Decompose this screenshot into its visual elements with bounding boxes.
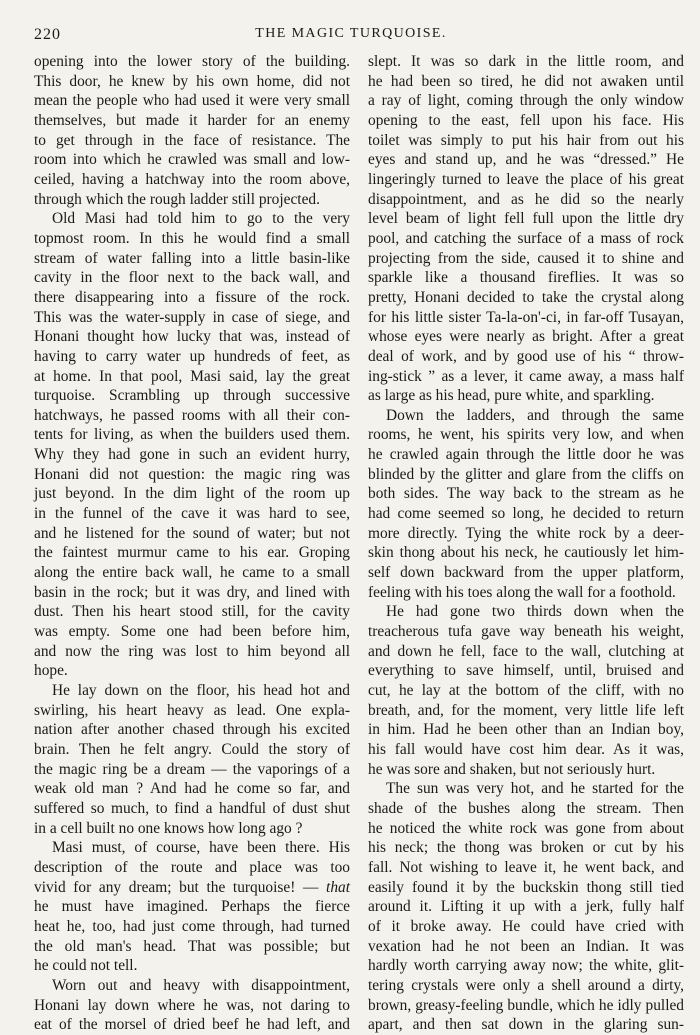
text-line-content: Honani lay down where he was, not daring to (34, 996, 350, 1014)
text-line-content: cut, he lay at the bottom of the cliff, with no (368, 682, 684, 699)
text-line-content: suffered so much, to find a handful of dust shut (34, 799, 350, 817)
text-line (368, 425, 684, 445)
text-line-content: and down he fell, face to the wall, clutching at (368, 642, 684, 660)
text-line-content: turquoise. Scrambling up through successive (34, 387, 350, 405)
text-line (368, 858, 684, 878)
text-line-content: deal of work, and by good use of his “ throw- (368, 347, 684, 365)
text-line (368, 897, 684, 917)
text-line (368, 131, 684, 151)
text-line (368, 937, 684, 957)
text-line (368, 779, 684, 799)
text-line-content: as large as his head, pure white, and sparkling. (368, 387, 655, 405)
text-line (34, 131, 350, 151)
text-line (34, 209, 350, 229)
text-line (34, 563, 350, 583)
text-line (34, 229, 350, 249)
text-line-content: more directly. Tying the white rock by a deer- (368, 524, 684, 542)
text-line (368, 602, 684, 622)
text-line (368, 268, 684, 288)
text-line-content: cavity in the floor next to the back wall, and (34, 269, 350, 287)
text-line-content: and now the ring was lost to him beyond all (34, 642, 350, 660)
text-line-content: toilet was simply to put his hair from out his (368, 131, 684, 149)
text-line (34, 72, 350, 92)
text-line-content: disappointment, and as he did so the nearly (368, 190, 684, 208)
text-line (34, 799, 350, 819)
text-line (34, 504, 350, 524)
text-line-content: stream of water falling into a little basin-like (34, 249, 350, 267)
text-line (368, 91, 684, 111)
text-line (34, 858, 350, 878)
text-line (34, 347, 350, 367)
text-line (34, 308, 350, 328)
text-line-content: lingeringly turned to leave the place of his great (368, 170, 684, 188)
text-line-content: blinded by the glitter and glare from the cliffs on (368, 465, 684, 483)
running-title: THE MAGIC TURQUOISE. (255, 26, 447, 41)
text-line-content: vexation had he not been an Indian. It was (368, 937, 684, 955)
text-line-content: hope. (34, 662, 68, 680)
text-line (368, 878, 684, 898)
text-line (368, 543, 684, 563)
text-line (368, 701, 684, 721)
text-line (34, 602, 350, 622)
text-line-content: brown, greasy-feeling bundle, which he idly pulled (368, 996, 684, 1014)
text-line-content: shade of the bushes along the stream. Then (368, 799, 684, 817)
text-line (34, 386, 350, 406)
text-line (368, 386, 684, 406)
page-header (34, 26, 668, 48)
text-line-content: everything to save himself, until, bruised and (368, 662, 684, 680)
text-line (34, 701, 350, 721)
text-line-content: whose eyes were nearly as bright. After a great (368, 328, 684, 346)
text-line-content: nation after another chased through his excited (34, 721, 350, 739)
text-line-content: description of the route and place was too (34, 858, 350, 876)
text-line-content: heat he, too, had just come through, had turned (34, 917, 350, 935)
text-line-content: vivid for any dream; but the turquoise! — (34, 878, 327, 896)
text-line-content: skin thong about his neck, he cautiously let him- (368, 544, 684, 562)
text-line (34, 425, 350, 445)
text-line-content: basin in the rock; but it was dry, and lined with (34, 583, 350, 601)
text-line-content: the old man's head. That was possible; but (34, 937, 350, 955)
text-line (368, 720, 684, 740)
text-line (368, 1015, 684, 1035)
text-line (368, 209, 684, 229)
text-line-content: in the funnel of the cave it was hard to see, (34, 505, 350, 523)
text-line-content: eyes and stand up, and he was “dressed.” He (368, 151, 684, 169)
text-line (368, 956, 684, 976)
text-line (34, 91, 350, 111)
text-line-content: Honani thought how lucky that was, instead of (34, 328, 350, 346)
right-column (368, 52, 684, 1035)
text-line (34, 288, 350, 308)
text-line (34, 111, 350, 131)
text-line-content: slept. It was so dark in the little room, and (368, 53, 684, 70)
text-line (368, 406, 684, 426)
text-line (368, 583, 684, 603)
text-line-content: around it. Lifting it up with a jerk, fully half (368, 898, 684, 916)
text-line (368, 622, 684, 642)
text-line-content: This was the water-supply in case of siege, and (34, 308, 350, 326)
text-line (34, 779, 350, 799)
text-line-content: and he listened for the sound of water; but not (34, 524, 350, 542)
text-line-content: level beam of light fell full upon the little dry (368, 210, 684, 228)
text-line-content: projecting from the side, caused it to shine and (368, 249, 684, 267)
text-line-content: in him. Had he been other than an Indian boy, (368, 721, 684, 739)
text-line-content: he had been so tired, he did not awaken until (368, 72, 684, 90)
text-line-content: topmost room. In this he would find a small (34, 229, 350, 247)
text-line-content: for his little sister Ta-la-on'-ci, in far-off Tusayan, (368, 308, 684, 326)
text-line-content: had come seemed so long, he decided to return (368, 505, 684, 523)
text-line-content: hatchways, he passed rooms with all their con- (34, 406, 350, 424)
text-line (368, 190, 684, 210)
text-line-content: ceiled, having a hatchway into the room above, (34, 170, 350, 188)
text-line-content: He had gone two thirds down when the (386, 603, 684, 621)
text-line-content: mean the people who had used it were very small (34, 92, 350, 110)
text-line-content: to get through in the face of resistance. The (34, 131, 350, 149)
text-line (34, 917, 350, 937)
text-line-content: fall. Not wishing to leave it, he went back, and (368, 858, 684, 876)
text-line (368, 308, 684, 328)
text-line (34, 740, 350, 760)
page-number: 220 (34, 26, 61, 43)
text-line-content: opening into the lower story of the building. (34, 53, 350, 70)
text-line-content: treacherous tufa gave way beneath his weight, (368, 623, 684, 641)
text-line-content: brain. Then he felt angry. Could the story of (34, 740, 350, 758)
text-line-content: just beyond. In the dim light of the room up (34, 485, 350, 503)
text-line-content: eat of the morsel of dried beef he had left, and (34, 1016, 350, 1034)
text-line-content: room into which he crawled was small and low- (34, 151, 350, 169)
text-line (368, 465, 684, 485)
text-line (368, 563, 684, 583)
text-line-content: ing-stick ” as a lever, it came away, a mass half (368, 367, 684, 385)
text-line-content: Old Masi had told him to go to the very (52, 210, 350, 228)
text-line-content: the faintest murmur came to his ear. Groping (34, 544, 350, 562)
text-line-content: he noticed the white rock was gone from about (368, 819, 684, 837)
text-line (34, 720, 350, 740)
text-line (34, 1015, 350, 1035)
text-line (368, 524, 684, 544)
text-line (34, 642, 350, 662)
text-line (34, 956, 350, 976)
text-line (34, 268, 350, 288)
text-line (34, 465, 350, 485)
text-line (368, 52, 684, 72)
text-line-content: swirling, his heart heavy as lead. One expla- (34, 701, 350, 719)
text-line-content: along the entire back wall, he came to a small (34, 564, 350, 582)
text-line (368, 327, 684, 347)
text-line (368, 838, 684, 858)
text-line (368, 661, 684, 681)
text-line-content: in a cell built no one knows how long ago ? (34, 819, 303, 837)
text-line-content: of it broke away. He could have cried with (368, 917, 684, 935)
text-line (368, 504, 684, 524)
text-line (368, 288, 684, 308)
text-line-content: both sides. The way back to the stream as he (368, 485, 684, 503)
text-line-content: his neck; the thong was broken or cut by his (368, 839, 684, 857)
text-line-content: Masi must, of course, have been there. His (52, 839, 350, 857)
text-line-content: breath, and, for the moment, very little life left (368, 701, 684, 719)
text-line-content: themselves, but made it harder for an enemy (34, 111, 350, 129)
text-line (34, 445, 350, 465)
text-line (368, 681, 684, 701)
text-line (34, 583, 350, 603)
text-line (368, 170, 684, 190)
text-line-content: he crawled again through the little door he was (368, 446, 684, 464)
text-line (368, 740, 684, 760)
text-line (34, 937, 350, 957)
text-line (368, 367, 684, 387)
text-line (368, 150, 684, 170)
text-line (368, 799, 684, 819)
text-line-content: there disappearing into a fissure of the rock. (34, 288, 350, 306)
text-line-content: This door, he knew by his own home, did not (34, 72, 350, 90)
text-line-content: the magic ring be a dream — the vaporings of a (34, 760, 350, 778)
text-line (34, 976, 350, 996)
text-line-content: rooms, he went, his spirits very low, and when (368, 426, 684, 444)
text-line-content: apart, and then sat down in the glaring sun- (368, 1016, 684, 1034)
text-line-content: a ray of light, coming through the only window (368, 92, 684, 110)
text-line (34, 897, 350, 917)
text-line-content: opening to the east, fell upon his face. His (368, 111, 684, 129)
text-line (34, 367, 350, 387)
text-line-content: he could not tell. (34, 957, 138, 975)
text-line (34, 406, 350, 426)
text-line (34, 838, 350, 858)
text-line-content: weak old man ? And had he come so far, and (34, 780, 350, 798)
text-line (368, 484, 684, 504)
text-line (34, 170, 350, 190)
text-line (34, 327, 350, 347)
text-line-content: was empty. Some one had been before him, (34, 623, 350, 641)
left-column (34, 52, 350, 1035)
text-line (34, 996, 350, 1016)
text-line (368, 917, 684, 937)
text-line (34, 524, 350, 544)
text-line (34, 543, 350, 563)
text-line (34, 484, 350, 504)
text-line (368, 445, 684, 465)
text-line (368, 111, 684, 131)
text-line (34, 622, 350, 642)
text-line (34, 190, 350, 210)
text-line-content: at home. In that pool, Masi said, lay the great (34, 367, 350, 385)
text-line-content: dust. Then his heart stood still, for the cavity (34, 603, 350, 621)
text-line-content: through which the rough ladder still projected. (34, 190, 320, 208)
text-line (368, 642, 684, 662)
text-line (368, 996, 684, 1016)
italic-emphasis: that (326, 878, 350, 896)
text-line (34, 150, 350, 170)
text-line (368, 249, 684, 269)
text-line-content: Worn out and heavy with disappointment, (52, 976, 350, 994)
text-line-content: He lay down on the floor, his head hot and (52, 682, 350, 699)
text-line-content: easily found it by the buckskin thong still tied (368, 878, 684, 896)
text-line (368, 347, 684, 367)
text-line-content: tents for living, as when the builders used them. (34, 426, 350, 444)
text-line-content: he was sore and shaken, but not seriously hurt. (368, 760, 656, 778)
text-line-content: his fall would have cost him dear. As it was, (368, 740, 684, 758)
text-line-content: sparkle like a thousand fireflies. It was so (368, 269, 684, 287)
text-line (34, 249, 350, 269)
text-line-content: having to carry water up hundreds of feet, as (34, 347, 350, 365)
text-line-content: feeling with his toes along the wall for a foothold. (368, 583, 676, 601)
text-line (368, 760, 684, 780)
text-line (368, 819, 684, 839)
text-line (34, 681, 350, 701)
text-line-content: he must have imagined. Perhaps the fierce (34, 898, 350, 916)
text-line (368, 72, 684, 92)
text-line (34, 760, 350, 780)
text-line-content: Down the ladders, and through the same (386, 406, 684, 424)
text-line (34, 661, 350, 681)
text-line (34, 878, 350, 898)
text-line-content: Why they had gone in such an evident hurry, (34, 446, 350, 464)
text-line-content: tering crystals were only a shell around a dirty, (368, 976, 684, 994)
text-line-content: pool, and catching the surface of a mass of rock (368, 229, 684, 247)
text-line (368, 976, 684, 996)
text-line-content: Honani did not question: the magic ring was (34, 465, 350, 483)
text-line (34, 52, 350, 72)
text-line (34, 819, 350, 839)
text-line-content: self down backward from the upper platform, (368, 564, 684, 582)
text-line-content: pretty, Honani decided to take the crystal along (368, 288, 684, 306)
text-line (368, 229, 684, 249)
text-line-content: The sun was very hot, and he started for the (386, 780, 684, 798)
text-line-content: hardly worth carrying away now; the white, glit- (368, 957, 684, 975)
